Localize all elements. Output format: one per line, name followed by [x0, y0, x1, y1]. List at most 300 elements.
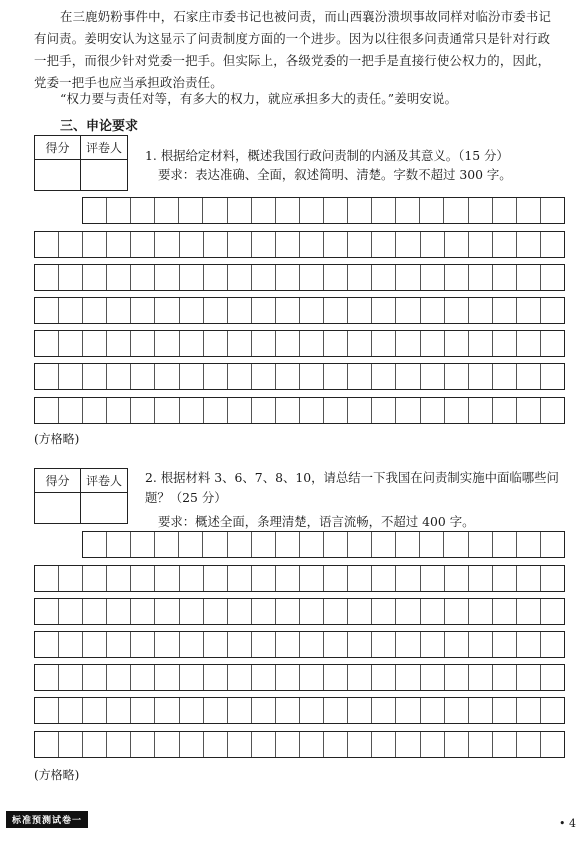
grid-cell[interactable]: [155, 398, 179, 423]
grid-cell[interactable]: [421, 665, 445, 690]
grid-cell[interactable]: [541, 632, 564, 657]
grid-cell[interactable]: [276, 599, 300, 624]
grid-cell[interactable]: [228, 732, 252, 757]
grid-cell[interactable]: [59, 232, 83, 257]
grid-cell[interactable]: [300, 232, 324, 257]
grid-cell[interactable]: [180, 632, 204, 657]
grid-cell[interactable]: [372, 331, 396, 356]
grid-row[interactable]: [34, 264, 565, 291]
grid-cell[interactable]: [35, 331, 59, 356]
grader-field[interactable]: [81, 160, 127, 190]
grid-cell[interactable]: [421, 298, 445, 323]
grid-cell[interactable]: [396, 599, 420, 624]
grid-cell[interactable]: [372, 298, 396, 323]
grid-cell[interactable]: [493, 599, 517, 624]
grid-row[interactable]: [34, 231, 565, 258]
grid-cell[interactable]: [204, 665, 228, 690]
grid-cell[interactable]: [228, 566, 252, 591]
grid-cell[interactable]: [493, 198, 517, 223]
grid-cell[interactable]: [131, 566, 155, 591]
grid-cell[interactable]: [131, 532, 155, 557]
grid-cell[interactable]: [348, 298, 372, 323]
grid-cell[interactable]: [445, 331, 469, 356]
grid-cell[interactable]: [83, 732, 107, 757]
grid-cell[interactable]: [324, 298, 348, 323]
grid-cell[interactable]: [324, 265, 348, 290]
grid-cell[interactable]: [155, 599, 179, 624]
grid-cell[interactable]: [83, 698, 107, 723]
grid-cell[interactable]: [541, 265, 564, 290]
grid-cell[interactable]: [372, 398, 396, 423]
grid-row[interactable]: [34, 397, 565, 424]
grid-cell[interactable]: [469, 566, 493, 591]
grid-cell[interactable]: [83, 599, 107, 624]
grid-cell[interactable]: [35, 398, 59, 423]
grid-cell[interactable]: [445, 364, 469, 389]
grid-cell[interactable]: [348, 398, 372, 423]
grid-cell[interactable]: [300, 532, 324, 557]
grid-cell[interactable]: [180, 698, 204, 723]
grid-cell[interactable]: [372, 632, 396, 657]
grid-cell[interactable]: [228, 364, 252, 389]
grid-cell[interactable]: [35, 566, 59, 591]
grid-cell[interactable]: [541, 398, 564, 423]
grid-cell[interactable]: [493, 732, 517, 757]
grid-cell[interactable]: [252, 632, 276, 657]
grid-cell[interactable]: [179, 532, 203, 557]
grid-cell[interactable]: [300, 599, 324, 624]
grid-cell[interactable]: [228, 632, 252, 657]
grid-cell[interactable]: [372, 198, 396, 223]
grid-cell[interactable]: [155, 232, 179, 257]
grid-cell[interactable]: [204, 698, 228, 723]
grid-cell[interactable]: [469, 698, 493, 723]
grid-cell[interactable]: [83, 232, 107, 257]
grid-cell[interactable]: [83, 665, 107, 690]
grid-cell[interactable]: [252, 331, 276, 356]
grid-cell[interactable]: [35, 265, 59, 290]
grid-cell[interactable]: [445, 232, 469, 257]
grid-cell[interactable]: [541, 665, 564, 690]
grid-cell[interactable]: [35, 599, 59, 624]
grid-cell[interactable]: [517, 632, 541, 657]
grid-cell[interactable]: [421, 698, 445, 723]
grid-cell[interactable]: [252, 732, 276, 757]
grid-cell[interactable]: [396, 632, 420, 657]
grid-cell[interactable]: [252, 665, 276, 690]
grid-cell[interactable]: [541, 232, 564, 257]
grid-cell[interactable]: [83, 364, 107, 389]
grid-cell[interactable]: [252, 698, 276, 723]
grid-cell[interactable]: [252, 198, 276, 223]
grid-cell[interactable]: [300, 398, 324, 423]
grid-cell[interactable]: [324, 599, 348, 624]
grid-cell[interactable]: [203, 532, 227, 557]
grid-cell[interactable]: [59, 265, 83, 290]
grid-cell[interactable]: [445, 599, 469, 624]
grid-cell[interactable]: [300, 698, 324, 723]
grid-cell[interactable]: [107, 698, 131, 723]
grid-cell[interactable]: [35, 298, 59, 323]
grid-cell[interactable]: [421, 566, 445, 591]
grid-cell[interactable]: [469, 331, 493, 356]
grid-cell[interactable]: [324, 331, 348, 356]
grid-cell[interactable]: [252, 298, 276, 323]
grid-cell[interactable]: [396, 532, 420, 557]
grid-cell[interactable]: [444, 532, 468, 557]
grid-cell[interactable]: [204, 364, 228, 389]
grid-cell[interactable]: [107, 298, 131, 323]
grid-cell[interactable]: [228, 599, 252, 624]
grid-cell[interactable]: [83, 265, 107, 290]
grid-cell[interactable]: [324, 698, 348, 723]
grid-cell[interactable]: [35, 632, 59, 657]
grid-cell[interactable]: [204, 599, 228, 624]
grid-cell[interactable]: [324, 732, 348, 757]
grid-cell[interactable]: [372, 532, 396, 557]
grid-cell[interactable]: [421, 732, 445, 757]
grid-cell[interactable]: [444, 198, 468, 223]
grid-cell[interactable]: [276, 665, 300, 690]
grid-cell[interactable]: [131, 665, 155, 690]
grid-cell[interactable]: [131, 198, 155, 223]
grid-cell[interactable]: [517, 265, 541, 290]
grid-cell[interactable]: [155, 632, 179, 657]
grid-cell[interactable]: [107, 665, 131, 690]
grid-cell[interactable]: [493, 364, 517, 389]
grid-cell[interactable]: [421, 398, 445, 423]
grid-cell[interactable]: [155, 732, 179, 757]
grid-cell[interactable]: [107, 364, 131, 389]
grid-cell[interactable]: [276, 265, 300, 290]
grid-cell[interactable]: [348, 265, 372, 290]
grid-cell[interactable]: [517, 331, 541, 356]
grid-cell[interactable]: [180, 364, 204, 389]
grid-cell[interactable]: [541, 732, 564, 757]
grid-cell[interactable]: [469, 298, 493, 323]
grid-row[interactable]: [34, 598, 565, 625]
grid-cell[interactable]: [372, 566, 396, 591]
grid-cell[interactable]: [59, 599, 83, 624]
grid-cell[interactable]: [348, 331, 372, 356]
grid-row[interactable]: [34, 565, 565, 592]
grid-cell[interactable]: [155, 532, 179, 557]
grid-cell[interactable]: [228, 265, 252, 290]
grid-cell[interactable]: [252, 232, 276, 257]
grid-cell[interactable]: [396, 398, 420, 423]
grid-cell[interactable]: [131, 632, 155, 657]
grid-cell[interactable]: [83, 566, 107, 591]
grid-cell[interactable]: [228, 298, 252, 323]
grid-cell[interactable]: [203, 198, 227, 223]
grid-cell[interactable]: [83, 298, 107, 323]
grid-cell[interactable]: [276, 566, 300, 591]
grid-cell[interactable]: [348, 566, 372, 591]
grid-row[interactable]: [34, 330, 565, 357]
grid-cell[interactable]: [469, 665, 493, 690]
grid-cell[interactable]: [204, 632, 228, 657]
grid-cell[interactable]: [131, 599, 155, 624]
grid-cell[interactable]: [372, 364, 396, 389]
grid-cell[interactable]: [372, 665, 396, 690]
grid-cell[interactable]: [469, 265, 493, 290]
grid-cell[interactable]: [372, 232, 396, 257]
grid-cell[interactable]: [517, 298, 541, 323]
grid-cell[interactable]: [469, 232, 493, 257]
grid-cell[interactable]: [324, 232, 348, 257]
grid-cell[interactable]: [35, 698, 59, 723]
grid-cell[interactable]: [348, 532, 372, 557]
grid-cell[interactable]: [252, 265, 276, 290]
grid-cell[interactable]: [517, 232, 541, 257]
grid-cell[interactable]: [348, 364, 372, 389]
grid-row[interactable]: [34, 664, 565, 691]
grid-cell[interactable]: [517, 698, 541, 723]
grid-cell[interactable]: [59, 732, 83, 757]
grid-cell[interactable]: [180, 566, 204, 591]
grid-cell[interactable]: [324, 364, 348, 389]
grid-cell[interactable]: [445, 698, 469, 723]
grid-cell[interactable]: [541, 331, 564, 356]
grid-cell[interactable]: [252, 532, 276, 557]
grid-cell[interactable]: [107, 566, 131, 591]
grid-cell[interactable]: [469, 632, 493, 657]
grid-cell[interactable]: [276, 331, 300, 356]
grid-cell[interactable]: [59, 364, 83, 389]
grid-cell[interactable]: [493, 566, 517, 591]
grid-cell[interactable]: [469, 532, 493, 557]
grid-cell[interactable]: [276, 398, 300, 423]
grid-cell[interactable]: [493, 331, 517, 356]
grid-cell[interactable]: [107, 398, 131, 423]
grid-cell[interactable]: [276, 298, 300, 323]
grid-cell[interactable]: [83, 398, 107, 423]
grid-cell[interactable]: [155, 364, 179, 389]
grid-cell[interactable]: [372, 265, 396, 290]
grid-cell[interactable]: [107, 232, 131, 257]
grid-cell[interactable]: [204, 732, 228, 757]
grid-cell[interactable]: [541, 298, 564, 323]
grid-cell[interactable]: [348, 665, 372, 690]
score-field[interactable]: [35, 493, 81, 523]
grid-cell[interactable]: [396, 265, 420, 290]
grid-cell[interactable]: [107, 599, 131, 624]
grid-cell[interactable]: [445, 298, 469, 323]
grid-cell[interactable]: [180, 599, 204, 624]
grid-cell[interactable]: [59, 665, 83, 690]
grid-row[interactable]: [34, 631, 565, 658]
grid-cell[interactable]: [541, 364, 564, 389]
grid-cell[interactable]: [107, 632, 131, 657]
grid-cell[interactable]: [252, 566, 276, 591]
grid-cell[interactable]: [324, 632, 348, 657]
grid-cell[interactable]: [396, 732, 420, 757]
grid-cell[interactable]: [83, 331, 107, 356]
grid-cell[interactable]: [517, 198, 541, 223]
grid-cell[interactable]: [517, 398, 541, 423]
grid-cell[interactable]: [131, 331, 155, 356]
grid-cell[interactable]: [204, 398, 228, 423]
grid-cell[interactable]: [324, 198, 348, 223]
grid-cell[interactable]: [131, 732, 155, 757]
grid-cell[interactable]: [35, 364, 59, 389]
grid-cell[interactable]: [131, 398, 155, 423]
grid-row[interactable]: [34, 697, 565, 724]
grid-cell[interactable]: [35, 732, 59, 757]
grid-cell[interactable]: [445, 732, 469, 757]
grid-row[interactable]: [82, 197, 565, 224]
grid-cell[interactable]: [59, 632, 83, 657]
grid-cell[interactable]: [107, 532, 131, 557]
grid-cell[interactable]: [421, 331, 445, 356]
grid-cell[interactable]: [324, 665, 348, 690]
grid-cell[interactable]: [300, 732, 324, 757]
grid-cell[interactable]: [300, 331, 324, 356]
grid-cell[interactable]: [421, 632, 445, 657]
grid-cell[interactable]: [493, 665, 517, 690]
grid-cell[interactable]: [493, 232, 517, 257]
grid-cell[interactable]: [493, 298, 517, 323]
grid-cell[interactable]: [180, 665, 204, 690]
grid-row[interactable]: [34, 297, 565, 324]
grid-cell[interactable]: [83, 632, 107, 657]
grid-cell[interactable]: [204, 331, 228, 356]
grid-cell[interactable]: [396, 566, 420, 591]
grid-cell[interactable]: [348, 599, 372, 624]
grid-cell[interactable]: [107, 198, 131, 223]
score-field[interactable]: [35, 160, 81, 190]
grid-cell[interactable]: [493, 265, 517, 290]
grid-cell[interactable]: [107, 732, 131, 757]
grid-cell[interactable]: [276, 632, 300, 657]
grid-cell[interactable]: [445, 265, 469, 290]
grid-cell[interactable]: [228, 331, 252, 356]
grid-cell[interactable]: [396, 665, 420, 690]
grid-cell[interactable]: [155, 265, 179, 290]
grid-cell[interactable]: [396, 364, 420, 389]
grid-cell[interactable]: [276, 698, 300, 723]
grid-cell[interactable]: [180, 232, 204, 257]
grid-cell[interactable]: [445, 566, 469, 591]
grid-cell[interactable]: [324, 398, 348, 423]
grid-cell[interactable]: [155, 665, 179, 690]
grid-cell[interactable]: [59, 331, 83, 356]
grid-cell[interactable]: [348, 698, 372, 723]
grid-cell[interactable]: [324, 532, 348, 557]
grid-cell[interactable]: [204, 265, 228, 290]
grid-cell[interactable]: [300, 632, 324, 657]
grid-cell[interactable]: [300, 265, 324, 290]
grid-cell[interactable]: [252, 599, 276, 624]
grid-cell[interactable]: [107, 265, 131, 290]
grid-cell[interactable]: [517, 665, 541, 690]
grid-cell[interactable]: [59, 298, 83, 323]
grid-cell[interactable]: [493, 532, 517, 557]
grid-cell[interactable]: [517, 732, 541, 757]
grid-cell[interactable]: [228, 198, 252, 223]
grid-cell[interactable]: [180, 331, 204, 356]
grid-cell[interactable]: [228, 232, 252, 257]
grid-cell[interactable]: [517, 364, 541, 389]
grid-cell[interactable]: [300, 566, 324, 591]
grid-cell[interactable]: [469, 398, 493, 423]
grid-cell[interactable]: [131, 298, 155, 323]
grid-cell[interactable]: [493, 398, 517, 423]
grid-cell[interactable]: [541, 599, 564, 624]
grid-cell[interactable]: [204, 298, 228, 323]
grid-cell[interactable]: [180, 265, 204, 290]
grid-cell[interactable]: [155, 698, 179, 723]
grid-cell[interactable]: [348, 732, 372, 757]
grid-cell[interactable]: [445, 665, 469, 690]
grid-cell[interactable]: [396, 698, 420, 723]
grid-cell[interactable]: [300, 665, 324, 690]
grid-cell[interactable]: [204, 566, 228, 591]
grid-cell[interactable]: [204, 232, 228, 257]
grid-cell[interactable]: [372, 599, 396, 624]
grid-cell[interactable]: [324, 566, 348, 591]
grid-cell[interactable]: [228, 398, 252, 423]
grid-cell[interactable]: [228, 698, 252, 723]
grid-cell[interactable]: [155, 331, 179, 356]
grid-cell[interactable]: [541, 566, 564, 591]
grid-cell[interactable]: [372, 698, 396, 723]
grid-row[interactable]: [34, 731, 565, 758]
grid-cell[interactable]: [396, 232, 420, 257]
grid-cell[interactable]: [541, 532, 564, 557]
grid-cell[interactable]: [276, 532, 300, 557]
grid-cell[interactable]: [228, 532, 252, 557]
grid-cell[interactable]: [517, 532, 541, 557]
grid-cell[interactable]: [83, 532, 107, 557]
grid-row[interactable]: [34, 363, 565, 390]
grid-cell[interactable]: [300, 298, 324, 323]
grid-cell[interactable]: [421, 265, 445, 290]
grid-cell[interactable]: [348, 198, 372, 223]
grid-cell[interactable]: [541, 198, 564, 223]
grid-cell[interactable]: [396, 331, 420, 356]
grid-cell[interactable]: [445, 632, 469, 657]
grid-cell[interactable]: [372, 732, 396, 757]
grid-cell[interactable]: [300, 364, 324, 389]
grid-cell[interactable]: [421, 599, 445, 624]
grid-cell[interactable]: [300, 198, 324, 223]
grid-cell[interactable]: [276, 732, 300, 757]
grid-cell[interactable]: [59, 398, 83, 423]
grid-cell[interactable]: [59, 698, 83, 723]
grid-cell[interactable]: [421, 232, 445, 257]
grid-cell[interactable]: [493, 698, 517, 723]
grid-cell[interactable]: [348, 632, 372, 657]
grid-cell[interactable]: [35, 665, 59, 690]
grader-field[interactable]: [81, 493, 127, 523]
grid-cell[interactable]: [155, 566, 179, 591]
grid-cell[interactable]: [252, 364, 276, 389]
grid-cell[interactable]: [180, 298, 204, 323]
grid-cell[interactable]: [179, 198, 203, 223]
grid-cell[interactable]: [348, 232, 372, 257]
grid-cell[interactable]: [420, 532, 444, 557]
grid-cell[interactable]: [155, 198, 179, 223]
grid-row[interactable]: [82, 531, 565, 558]
grid-cell[interactable]: [445, 398, 469, 423]
grid-cell[interactable]: [131, 232, 155, 257]
grid-cell[interactable]: [421, 364, 445, 389]
grid-cell[interactable]: [396, 198, 420, 223]
grid-cell[interactable]: [276, 232, 300, 257]
grid-cell[interactable]: [396, 298, 420, 323]
grid-cell[interactable]: [517, 566, 541, 591]
